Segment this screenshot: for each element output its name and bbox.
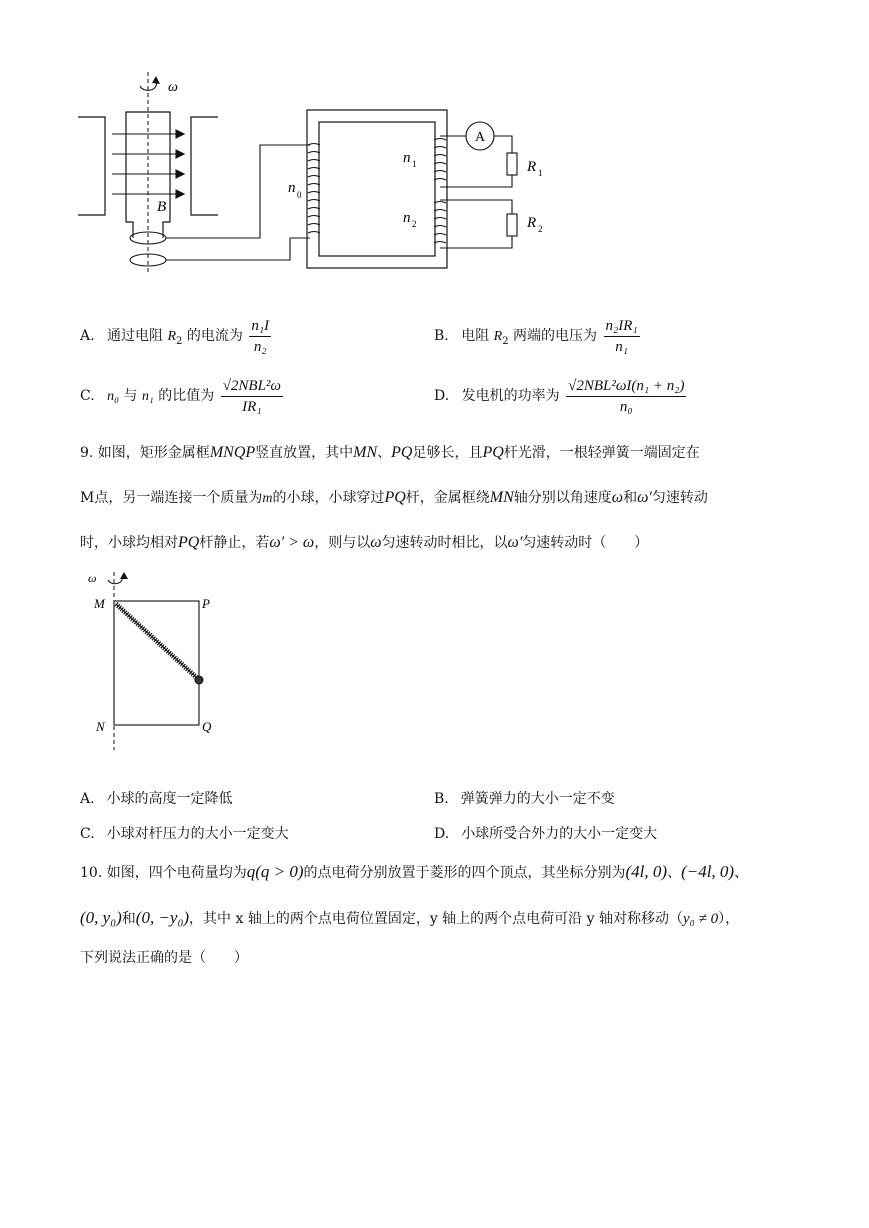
q8-option-a bbox=[80, 312, 273, 366]
option-d-fraction: $\frac{\text{√2NBL²ωI(n₁ + n₂)}}{\text{n₀}}$ bbox=[568, 377, 685, 415]
q8-option-c bbox=[80, 372, 285, 421]
q9-line-2: M点，另一端连接一个质量为m的小球，小球穿过PQ杆，金属框绕MN轴分别以角速度ω和ω′匀速转动 bbox=[80, 489, 708, 506]
option-letter: D. bbox=[434, 388, 450, 404]
r-sub: 2 bbox=[176, 335, 183, 347]
option-b-fraction: $\frac{\text{n₂IR₁}}{\text{n₁}}$ bbox=[605, 317, 638, 355]
rotating-frame-figure bbox=[80, 566, 230, 756]
option-c-fraction: $\frac{\text{√2NBL²ω}}{\text{IR₁}}$ bbox=[222, 377, 282, 415]
q9-option-d: D. 小球所受合外力的大小一定变大 bbox=[434, 826, 658, 842]
option-letter: B. bbox=[434, 328, 449, 344]
n1-symbol: n₁ bbox=[141, 389, 154, 404]
n0-symbol: n₀ bbox=[107, 389, 119, 404]
option-tail: 两端的电压为 bbox=[513, 328, 598, 344]
b-label: B bbox=[157, 199, 167, 215]
r-symbol: R bbox=[167, 329, 177, 344]
r2-label: R bbox=[527, 215, 537, 231]
generator-transformer-figure bbox=[70, 70, 560, 280]
r1-label: R bbox=[527, 159, 537, 175]
q9-option-c: C. 小球对杆压力的大小一定变大 bbox=[80, 826, 289, 842]
q8-option-b bbox=[434, 312, 642, 366]
n0-sub: 0 bbox=[297, 190, 302, 200]
n1-label: n bbox=[403, 150, 411, 166]
q10-line-2: (0, y₀)和(0, −y₀)，其中 x 轴上的两个点电荷位置固定，y 轴上的两个点电荷可沿 y 轴对称移动（y₀ ≠ 0）， bbox=[80, 908, 740, 927]
q8-option-d bbox=[434, 372, 688, 420]
option-text: 电阻 bbox=[461, 328, 490, 344]
option-text: 发电机的功率为 bbox=[461, 388, 560, 404]
n2-sub: 2 bbox=[412, 219, 417, 229]
p-label: P bbox=[202, 596, 210, 611]
option-letter: C. bbox=[80, 388, 95, 404]
spring bbox=[116, 604, 197, 678]
q9-option-b: B. 弹簧弹力的大小一定不变 bbox=[434, 791, 615, 807]
option-text: 通过电阻 bbox=[107, 328, 164, 344]
omega-label: ω bbox=[88, 571, 97, 585]
option-tail: 的电流为 bbox=[186, 328, 243, 344]
r-sub: 2 bbox=[502, 335, 509, 347]
q10-line-3: 下列说法正确的是（ ） bbox=[80, 950, 248, 966]
r1-sub: 1 bbox=[538, 168, 543, 178]
r2-sub: 2 bbox=[538, 224, 543, 234]
q10-line-1: 10. 如图，四个电荷量均为q(q > 0)的点电荷分别放置于菱形的四个顶点，其坐标分别为(4l, 0)、(−4l, 0)、 bbox=[80, 862, 749, 881]
option-tail: 的比值为 bbox=[158, 388, 215, 404]
option-a-fraction: $\frac{\text{n₁I}}{\text{n₂}}$ bbox=[251, 317, 270, 355]
q-label: Q bbox=[202, 719, 212, 734]
q9-line-3: 时，小球均相对PQ杆静止，若ω′ > ω，则与以ω匀速转动时相比，以ω′匀速转动时（ ） bbox=[80, 534, 649, 551]
omega-label: ω bbox=[168, 80, 178, 95]
r-symbol: R bbox=[493, 329, 503, 344]
ammeter-label: A bbox=[475, 130, 486, 145]
option-letter: A. bbox=[80, 328, 95, 344]
n2-label: n bbox=[403, 210, 411, 226]
n-label: N bbox=[96, 719, 105, 734]
n1-sub: 1 bbox=[412, 159, 417, 169]
m-label: M bbox=[94, 596, 105, 611]
ball bbox=[195, 676, 203, 684]
n0-label: n bbox=[288, 180, 296, 196]
q9-option-a: A. 小球的高度一定降低 bbox=[80, 791, 233, 807]
option-mid: 与 bbox=[123, 388, 138, 404]
q9-line-1: 9. 如图，矩形金属框MNQP竖直放置，其中MN、PQ足够长，且PQ杆光滑，一根轻弹簧一端固定在 bbox=[80, 444, 700, 461]
